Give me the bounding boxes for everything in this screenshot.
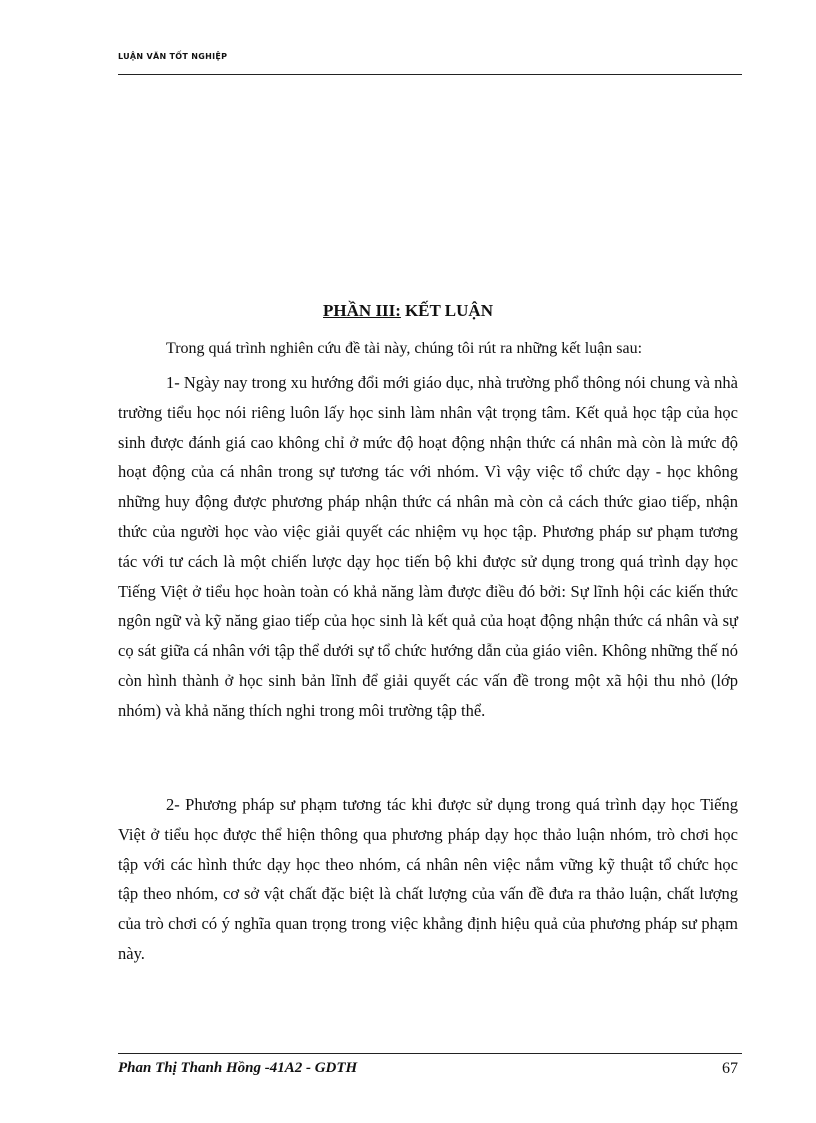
page-number: 67 bbox=[722, 1060, 738, 1077]
section-title-label: PHẦN III: bbox=[323, 301, 401, 320]
footer-author: Phan Thị Thanh Hồng -41A2 - GDTH bbox=[118, 1060, 358, 1076]
header-divider bbox=[118, 74, 742, 75]
footer-divider bbox=[118, 1053, 742, 1054]
intro-sentence: Trong quá trình nghiên cứu đề tài này, chúng tôi rút ra những kết luận sau: bbox=[166, 340, 643, 357]
section-title bbox=[0, 300, 816, 322]
paragraph-2: 2- Phương pháp sư phạm tương tác khi được sử dụng trong quá trình dạy học Tiếng Việt ở tiểu học được thể hiện thông qua phương pháp dạy học thảo luận nhóm, trò chơi học tập với các hình thức dạy học theo nhóm, cá nhân nên việc nắm vững kỹ thuật tổ chức học tập theo nhóm, cơ sở vật chất đặc biệt là chất lượng của vấn đề đưa ra thảo luận, chất lượng của trò chơi có ý nghĩa quan trọng trong việc khẳng định hiệu quả của phương pháp sư phạm này. bbox=[118, 795, 738, 963]
running-header: LUẬN VĂN TỐT NGHIỆP bbox=[118, 52, 228, 61]
paragraph-1: 1- Ngày nay trong xu hướng đổi mới giáo dục, nhà trường phổ thông nói chung và nhà trường tiểu học nói riêng luôn lấy học sinh làm nhân vật trọng tâm. Kết quả học tập của học sinh được đánh giá cao không chỉ ở mức độ hoạt động nhận thức cá nhân mà còn là mức độ hoạt động của cá nhân trong sự tương tác với nhóm. Vì vậy việc tổ chức dạy - học không những huy động được phương pháp nhận thức cá nhân mà còn cả cách thức giao tiếp, nhận thức của người học vào việc giải quyết các nhiệm vụ học tập. Phương pháp sư phạm tương tác với tư cách là một chiến lược dạy học tiến bộ khi được sử dụng trong quá trình dạy học Tiếng Việt ở tiểu học hoàn toàn có khả năng làm được điều đó bởi: Sự lĩnh hội các kiến thức ngôn ngữ và kỹ năng giao tiếp của học sinh là kết quả của hoạt động nhận thức cá nhân và sự cọ sát giữa cá nhân với tập thể dưới sự tổ chức hướng dẫn của giáo viên. Không những thế nó còn hình thành ở học sinh bản lĩnh để giải quyết các vấn đề trong một xã hội thu nhỏ (lớp nhóm) và khả năng thích nghi trong môi trường tập thể. bbox=[118, 373, 738, 720]
section-title-text: KẾT LUẬN bbox=[404, 301, 493, 320]
